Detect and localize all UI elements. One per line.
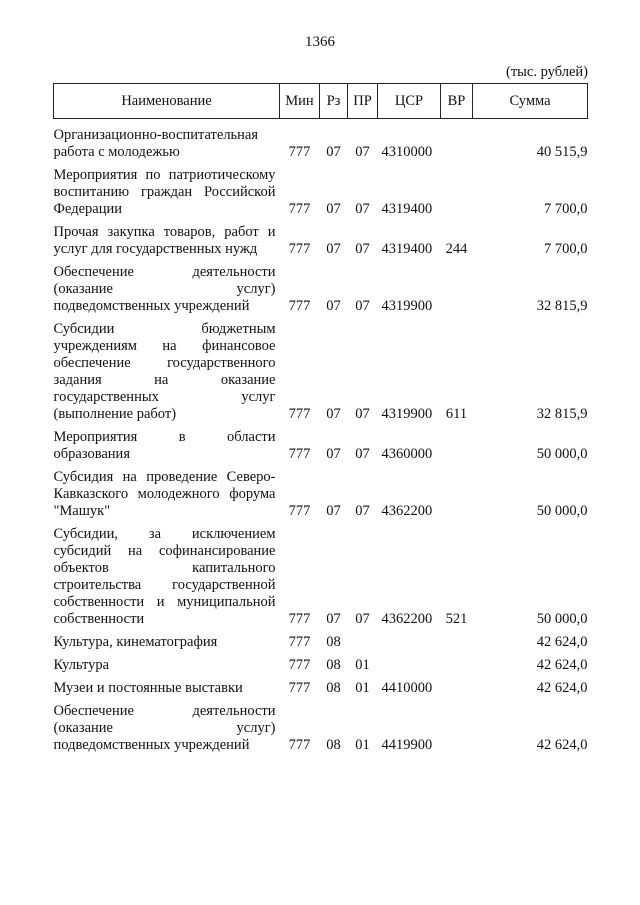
cell-vr: 244 — [445, 241, 468, 257]
cell-min: 777 — [288, 446, 311, 462]
cell-pr: 07 — [355, 201, 370, 217]
unit-label: (тыс. рублей) — [506, 64, 588, 80]
cell-csr: 4319400 — [381, 201, 433, 217]
cell-rz: 07 — [326, 201, 341, 217]
cell-pr: 07 — [355, 611, 370, 627]
cell-sum: 7 700,0 — [544, 241, 588, 257]
cell-sum: 50 000,0 — [536, 503, 588, 519]
table-row — [54, 423, 588, 463]
cell-min: 777 — [288, 737, 311, 753]
cell-rz: 07 — [326, 406, 341, 422]
cell-rz: 07 — [326, 298, 341, 314]
cell-name: Субсидии, за исключением субсидий на софинансирование объектов капитального строительства государственной собственности и муниципальной собственности — [53, 526, 276, 627]
cell-csr: 4310000 — [381, 144, 433, 160]
cell-name: Культура, кинематография — [53, 634, 218, 650]
cell-rz: 08 — [326, 657, 341, 673]
cell-pr: 01 — [355, 680, 370, 696]
cell-min: 777 — [288, 144, 311, 160]
cell-csr — [378, 651, 441, 674]
table-body — [54, 119, 588, 755]
header-csr: ЦСР — [378, 84, 441, 119]
cell-vr — [441, 258, 473, 315]
cell-vr — [441, 463, 473, 520]
cell-min: 777 — [288, 634, 311, 650]
cell-rz: 07 — [326, 446, 341, 462]
cell-min: 777 — [288, 241, 311, 257]
cell-pr: 07 — [355, 406, 370, 422]
table-row — [54, 651, 588, 674]
cell-min: 777 — [288, 503, 311, 519]
cell-csr: 4319900 — [381, 298, 433, 314]
cell-sum: 32 815,9 — [536, 298, 588, 314]
table-row — [54, 258, 588, 315]
cell-vr — [441, 423, 473, 463]
cell-vr: 521 — [445, 611, 468, 627]
cell-name: Культура — [53, 657, 110, 673]
cell-sum: 42 624,0 — [536, 634, 588, 650]
cell-name: Обеспечение деятельности (оказание услуг) подведомственных учреждений — [53, 703, 276, 753]
cell-vr — [441, 119, 473, 162]
cell-pr: 07 — [355, 298, 370, 314]
header-name: Наименование — [54, 84, 280, 119]
cell-csr: 4419900 — [381, 737, 433, 753]
cell-pr: 07 — [355, 446, 370, 462]
cell-pr — [348, 628, 378, 651]
header-sum: Сумма — [473, 84, 588, 119]
header-pr: ПР — [348, 84, 378, 119]
cell-min: 777 — [288, 298, 311, 314]
cell-pr: 07 — [355, 144, 370, 160]
header-min: Мин — [280, 84, 320, 119]
table-row — [54, 697, 588, 754]
table-row — [54, 628, 588, 651]
cell-name: Мероприятия по патриотическому воспитанию граждан Российской Федерации — [53, 167, 276, 217]
cell-sum: 7 700,0 — [544, 201, 588, 217]
budget-table — [53, 83, 588, 754]
cell-rz: 08 — [326, 680, 341, 696]
cell-rz: 07 — [326, 611, 341, 627]
cell-vr — [441, 674, 473, 697]
cell-csr: 4319900 — [381, 406, 433, 422]
cell-rz: 07 — [326, 144, 341, 160]
cell-vr — [441, 697, 473, 754]
table-row — [54, 520, 588, 628]
cell-name: Организационно-воспитательная работа с молодежью — [53, 127, 259, 160]
cell-min: 777 — [288, 406, 311, 422]
page-number: 1366 — [305, 34, 335, 50]
cell-vr — [441, 161, 473, 218]
cell-csr: 4319400 — [381, 241, 433, 257]
cell-vr: 611 — [445, 406, 468, 422]
cell-rz: 07 — [326, 241, 341, 257]
cell-pr: 01 — [355, 737, 370, 753]
header-rz: Рз — [320, 84, 348, 119]
cell-pr: 01 — [355, 657, 370, 673]
table-header — [54, 84, 588, 119]
cell-sum: 40 515,9 — [536, 144, 588, 160]
header-vr: ВР — [441, 84, 473, 119]
cell-rz: 08 — [326, 737, 341, 753]
cell-min: 777 — [288, 680, 311, 696]
cell-vr — [441, 628, 473, 651]
cell-name: Обеспечение деятельности (оказание услуг) подведомственных учреждений — [53, 264, 276, 314]
cell-min: 777 — [288, 201, 311, 217]
cell-csr: 4362200 — [381, 611, 433, 627]
cell-vr — [441, 651, 473, 674]
cell-sum: 42 624,0 — [536, 737, 588, 753]
table-row — [54, 463, 588, 520]
cell-min: 777 — [288, 611, 311, 627]
table-row — [54, 315, 588, 423]
table-row — [54, 218, 588, 258]
cell-csr — [378, 628, 441, 651]
cell-sum: 42 624,0 — [536, 657, 588, 673]
cell-name: Прочая закупка товаров, работ и услуг для государственных нужд — [53, 224, 276, 257]
cell-sum: 50 000,0 — [536, 446, 588, 462]
cell-sum: 42 624,0 — [536, 680, 588, 696]
cell-rz: 08 — [326, 634, 341, 650]
cell-name: Мероприятия в области образования — [53, 429, 276, 462]
cell-name: Музеи и постоянные выставки — [53, 680, 243, 696]
cell-rz: 07 — [326, 503, 341, 519]
cell-name: Субсидии бюджетным учреждениям на финансовое обеспечение государственного задания на оказание государственных услуг (выполнение работ) — [53, 321, 276, 422]
cell-name: Субсидия на проведение Северо-Кавказского молодежного форума "Машук" — [53, 469, 276, 519]
table-row — [54, 161, 588, 218]
cell-sum: 32 815,9 — [536, 406, 588, 422]
cell-sum: 50 000,0 — [536, 611, 588, 627]
table-row — [54, 674, 588, 697]
cell-csr: 4360000 — [381, 446, 433, 462]
cell-pr: 07 — [355, 503, 370, 519]
cell-csr: 4410000 — [381, 680, 433, 696]
cell-csr: 4362200 — [381, 503, 433, 519]
cell-min: 777 — [288, 657, 311, 673]
table-row — [54, 119, 588, 162]
cell-pr: 07 — [355, 241, 370, 257]
